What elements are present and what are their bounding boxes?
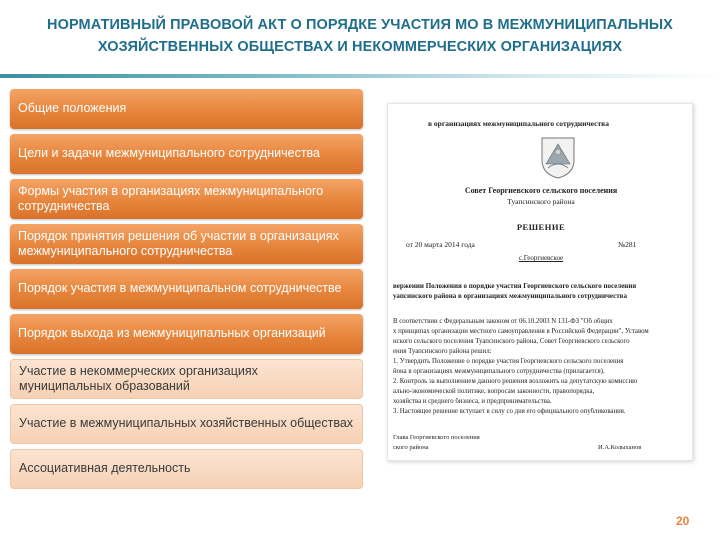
document-number: №281: [618, 240, 637, 249]
sidebar-item-economic-societies[interactable]: [10, 404, 363, 444]
document-signature-left-1: Глава Георгиевского поселения: [393, 434, 480, 441]
document-header: в организациях межмуниципального сотрудничества: [428, 119, 609, 128]
document-body-line: хозяйства и среднего бизнеса, и предпринимательства.: [393, 398, 552, 405]
slide-title-line-1: НОРМАТИВНЫЙ ПРАВОВОЙ АКТ О ПОРЯДКЕ УЧАСТИЯ МО В МЕЖМУНИЦИПАЛЬНЫХ: [47, 17, 673, 33]
document-body-line: ения Туапсинского района решил:: [393, 348, 492, 355]
sidebar-item-nonprofit[interactable]: [10, 359, 363, 399]
coat-of-arms-icon: [538, 134, 578, 180]
document-about-line-1: вержении Положения о порядке участия Георгиевского сельского поселения: [393, 282, 637, 290]
sidebar-item-label: Участие в межмуниципальных хозяйственных обществах: [19, 416, 354, 431]
document-place: с.Георгиевское: [518, 254, 564, 262]
sidebar-item-label: Общие положения: [18, 101, 127, 116]
document-scan: [387, 103, 693, 461]
document-about-line-2: уапсинского района в организациях межмуниципального сотрудничества: [393, 292, 627, 300]
document-council: Совет Георгиевского сельского поселения: [464, 186, 618, 195]
sidebar-item-label: Порядок выхода из межмуниципальных организаций: [18, 326, 326, 341]
document-body-line: ально-экономической политике, вопросам законности, правопорядка,: [393, 388, 595, 395]
sidebar-item-label: Порядок участия в межмуниципальном сотрудничестве: [18, 281, 342, 296]
topics-sidebar: [10, 89, 363, 494]
document-body-line: йона в организациях межмуниципального сотрудничества (прилагается).: [393, 368, 605, 375]
document-body-line: нского сельского поселения Туапсинского района, Совет Георгиевского сельского: [393, 338, 630, 345]
title-divider: [0, 74, 720, 78]
sidebar-item-participation-procedure[interactable]: [10, 269, 363, 309]
document-body-line: 2. Контроль за выполнением данного решения возложить на депутатскую комиссию: [393, 378, 638, 385]
sidebar-item-label: Формы участия в организациях межмуниципального сотрудничества: [18, 183, 324, 213]
document-body-line: 3. Настоящее решение вступает в силу со дня его официального опубликования.: [393, 408, 626, 415]
document-decision-title: РЕШЕНИЕ: [516, 222, 566, 232]
document-body-line: 1. Утвердить Положение о порядке участия Георгиевского сельского поселения: [393, 358, 624, 365]
document-body-line: В соответствии с Федеральным законом от 06.10.2003 N 131-ФЗ "Об общих: [393, 318, 613, 325]
document-date: от 20 марта 2014 года: [406, 240, 475, 249]
document-district: Туапсинского района: [507, 197, 575, 206]
sidebar-item-exit-procedure[interactable]: [10, 314, 363, 354]
sidebar-item-associative[interactable]: [10, 449, 363, 489]
sidebar-item-decision-procedure[interactable]: [10, 224, 363, 264]
sidebar-item-label: Цели и задачи межмуниципального сотрудничества: [18, 146, 320, 161]
sidebar-item-label: Порядок принятия решения об участии в организациях межмуниципального сотрудничества: [18, 228, 339, 258]
document-signature-left-2: ского района: [393, 444, 429, 451]
document-body-line: х принципах организации местного самоуправления в Российской Федерации", Уставом: [393, 328, 649, 335]
page-number: 20: [676, 514, 690, 528]
sidebar-item-forms[interactable]: [10, 179, 363, 219]
slide-title: [0, 14, 720, 58]
sidebar-item-general[interactable]: [10, 89, 363, 129]
sidebar-item-goals[interactable]: [10, 134, 363, 174]
slide-title-line-2: ХОЗЯЙСТВЕННЫХ ОБЩЕСТВАХ И НЕКОММЕРЧЕСКИХ ОРГАНИЗАЦИЯХ: [97, 39, 623, 55]
document-signature-right: И.А.Колыханов: [598, 444, 642, 451]
sidebar-item-label: Ассоциативная деятельность: [19, 461, 191, 476]
sidebar-item-label: Участие в некоммерческих организациях муниципальных образований: [19, 363, 258, 393]
